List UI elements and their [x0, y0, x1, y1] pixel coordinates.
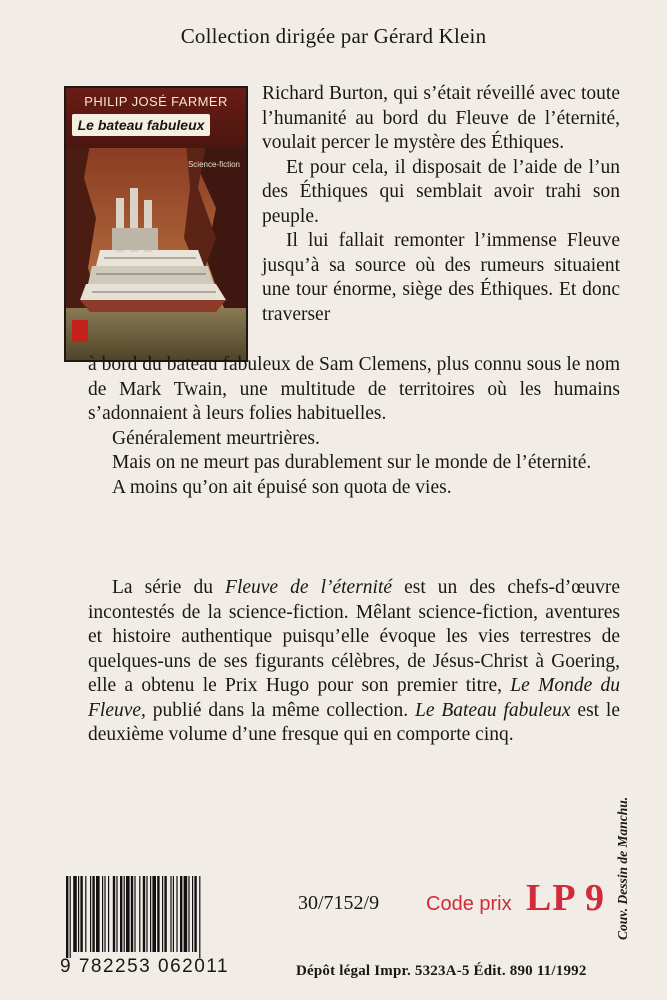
barcode-bar: [192, 876, 193, 952]
blurb-paragraph: Mais on ne meurt pas durablement sur le monde de l’éternité.: [112, 452, 592, 473]
barcode-bar: [194, 876, 196, 952]
barcode-bar: [146, 876, 147, 952]
barcode-bar: [85, 876, 86, 952]
barcode-bar: [96, 876, 100, 952]
barcode-bar: [152, 876, 156, 952]
barcode-digits: 9 782253 062011: [60, 956, 230, 977]
series-text: publié dans la même collection.: [145, 699, 415, 721]
barcode-bar: [176, 876, 177, 952]
barcode: [62, 876, 242, 960]
barcode-bar: [139, 876, 140, 952]
cover-genre: Science-fiction: [187, 160, 240, 169]
publisher-logo-icon: [72, 320, 88, 342]
series-text: La série du: [112, 577, 226, 598]
barcode-bar: [143, 876, 145, 952]
barcode-bar: [173, 876, 174, 952]
barcode-bar: [120, 876, 122, 952]
blurb-bottom: [88, 353, 620, 500]
series-title: Fleuve de l’éternité: [225, 577, 393, 598]
collection-editor: Collection dirigée par Gérard Klein: [180, 24, 487, 48]
cover-author: PHILIP JOSÉ FARMER: [84, 94, 228, 109]
first-title: Le Monde du Fleuve,: [88, 675, 620, 721]
barcode-bar: [70, 876, 71, 958]
barcode-bar: [102, 876, 103, 952]
barcode-bar: [184, 876, 188, 952]
series-description: [88, 576, 620, 748]
barcode-bar: [113, 876, 115, 952]
barcode-bar: [164, 876, 166, 952]
book-title: Le Bateau fabuleux: [414, 699, 571, 721]
barcode-bar: [78, 876, 79, 952]
blurb-paragraph: A moins qu’on ait épuisé son quota de vies.: [112, 476, 452, 498]
blurb-paragraph: Généralement meurtrières.: [112, 427, 320, 449]
barcode-bar: [124, 876, 125, 952]
barcode-bar: [92, 876, 94, 952]
cover-thumbnail: [64, 86, 248, 362]
barcode-bar: [73, 876, 77, 952]
barcode-bar: [116, 876, 117, 952]
legal-deposit: Dépôt légal Impr. 5323A-5 Édit. 890 11/1992: [296, 963, 587, 979]
blurb-paragraph: Il lui fallait remonter l’immense Fleuve jusqu’à sa source où des rumeurs situaient une tour énorme, siège des Éthiques. Et donc traverser: [262, 230, 620, 325]
blurb-paragraph: à bord du bateau fabuleux de Sam Clemens, plus connu sous le nom de Mark Twain, une multitude de territoires où les humains s’adonnaient à leurs folies habituelles.: [88, 354, 620, 424]
barcode-bar: [104, 876, 105, 952]
cover-credit: Couv. Dessin de Manchu.: [615, 796, 630, 940]
barcode-bar: [80, 876, 82, 952]
cover-title: Le bateau fabuleux: [72, 114, 210, 136]
blurb-top: [262, 82, 620, 327]
barcode-bar: [199, 876, 200, 958]
barcode-bar: [170, 876, 171, 952]
blurb-paragraph: Et pour cela, il disposait de l’aide de l’un des Éthiques qui semblait avoir trahi son peuple.: [262, 156, 620, 227]
blurb-paragraph: Richard Burton, qui s’était réveillé avec toute l’humanité au bord du Fleuve de l’éternité, voulait percer le mystère des Éthiques.: [262, 83, 620, 153]
barcode-bar: [157, 876, 159, 952]
barcode-bar: [90, 876, 91, 952]
barcode-bar: [180, 876, 182, 952]
price-code-value: LP 9: [526, 877, 605, 919]
series-text: est un des chefs-d’œuvre incontestés de la science-fiction. Mêlant science-fiction, aventures et histoire authentique puisqu’elle évoque les vies terrestres de quelques-uns de ses figurants célèbres, de Jésus-Christ à Goering, elle a obtenu le Prix Hugo pour son premier titre,: [88, 577, 620, 696]
series-text: est le deuxième volume d’une fresque qui en comporte cinq.: [88, 699, 620, 745]
barcode-bar: [162, 876, 163, 952]
series-paragraph: [88, 576, 620, 748]
catalog-code: 30/7152/9: [298, 892, 380, 914]
barcode-bar: [66, 876, 68, 958]
barcode-bar: [188, 876, 189, 952]
price-code-label: Code prix: [426, 893, 512, 915]
barcode-bar: [131, 876, 133, 952]
barcode-bar: [150, 876, 151, 952]
barcode-bar: [134, 876, 135, 952]
barcode-bar: [126, 876, 130, 952]
barcode-bar: [108, 876, 109, 952]
